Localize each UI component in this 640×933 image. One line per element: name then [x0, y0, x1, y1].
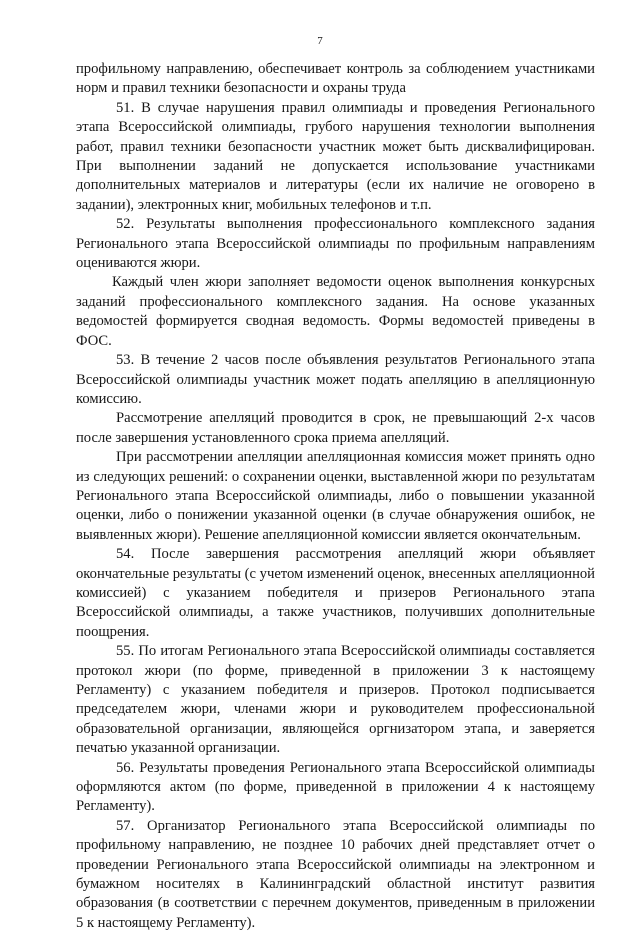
paragraph-53: 53. В течение 2 часов после объявления результатов Регионального этапа Всероссийской олимпиады участник может подать апелляцию в апелляционную комиссию.	[76, 352, 595, 407]
page-number: 7	[317, 35, 323, 47]
paragraph-51: 51. В случае нарушения правил олимпиады и проведения Регионального этапа Всероссийской олимпиады, грубого нарушения технологии выполнения работ, правил техники безопасности участник может быть дисквалифицирован. При выполнении заданий не допускается использование участниками дополнительных материалов и литературы (если их наличие не оговорено в задании), электронных книг, мобильных телефонов и т.п.	[76, 99, 595, 213]
paragraph-jury-statements: Каждый член жюри заполняет ведомости оценок выполнения конкурсных заданий профессионального комплексного задания. На основе указанных ведомостей формируется сводная ведомость. Формы ведомостей приведены в ФОС.	[76, 274, 595, 349]
page-body	[76, 60, 595, 933]
paragraph-appeal-decision: При рассмотрении апелляции апелляционная комиссия может принять одно из следующих решений: о сохранении оценки, выставленной жюри по результатам Регионального этапа Всероссийской олимпиады, либо о повышении указанной оценки, либо о понижении указанной оценки (в случае обнаружения ошибок, не выявленных жюри). Решение апелляционной комиссии является окончательным.	[76, 449, 595, 543]
paragraph-55: 55. По итогам Регионального этапа Всероссийской олимпиады составляется протокол жюри (по форме, приведенной в приложении 3 к настоящему Регламенту) с указанием победителя и призеров. Протокол подписывается председателем жюри, членами жюри и руководителем профессиональной образовательной организации, являющейся оргнизатором этапа, и заверяется печатью указанной организации.	[76, 643, 595, 757]
paragraph-54: 54. После завершения рассмотрения апелляций жюри объявляет окончательные результаты (с учетом изменений оценок, внесенных апелляционной комиссией) с указанием победителя и призеров Регионального этапа Всероссийской олимпиады, а также участников, получивших дополнительные поощрения.	[76, 546, 595, 640]
paragraph-56: 56. Результаты проведения Регионального этапа Всероссийской олимпиады оформляются актом (по форме, приведенной в приложении 4 к настоящему Регламенту).	[76, 759, 595, 815]
paragraph-52: 52. Результаты выполнения профессионального комплексного задания Регионального этапа Всероссийской олимпиады по профильным направлениям оцениваются жюри.	[76, 216, 595, 272]
paragraph-continuation: профильному направлению, обеспечивает контроль за соблюдением участниками норм и правил техники безопасности и охраны труда	[76, 61, 595, 97]
paragraph-57: 57. Организатор Регионального этапа Всероссийской олимпиады по профильному направлению, не позднее 10 рабочих дней представляет отчет о проведении Регионального этапа Всероссийской олимпиады на электронном и бумажном носителях в Калининградский областной институт развития образования (в соответствии с перечнем документов, приведенным в приложении 5 к настоящему Регламенту).	[76, 817, 595, 931]
paragraph-appeal-review: Рассмотрение апелляций проводится в срок, не превышающий 2-х часов после завершения установленного срока приема апелляций.	[76, 410, 595, 446]
